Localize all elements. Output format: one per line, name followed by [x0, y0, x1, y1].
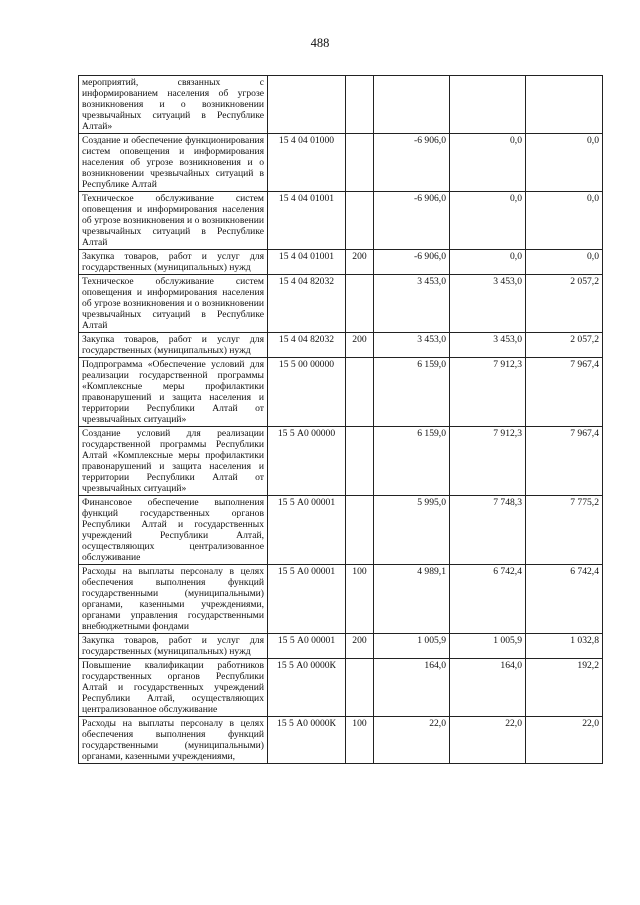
amount-cell-1: 6 159,0	[374, 427, 450, 496]
amount-cell-3: 6 742,4	[526, 565, 603, 634]
target-code-cell: 15 5 00 00000	[268, 358, 346, 427]
table-row	[79, 427, 603, 496]
amount-cell-2: 3 453,0	[450, 275, 526, 333]
description-cell: Закупка товаров, работ и услуг для государственных (муниципальных) нужд	[79, 250, 268, 275]
table-row	[79, 134, 603, 192]
description-cell: Создание и обеспечение функционирования систем оповещения и информирования населения об угрозе возникновения и о возникновении чрезвычайных ситуаций в Республике Алтай	[79, 134, 268, 192]
amount-cell-2: 0,0	[450, 250, 526, 275]
description-cell: мероприятий, связанных с информированием населения об угрозе возникновения и о возникновении чрезвычайных ситуаций в Республике Алтай»	[79, 76, 268, 134]
target-code-cell: 15 5 А0 00000	[268, 427, 346, 496]
amount-cell-2: 3 453,0	[450, 333, 526, 358]
description-cell: Финансовое обеспечение выполнения функций государственных органов Республики Алтай и государственных учреждений Республики Алтай, осуществляющих централизованное обслуживание	[79, 496, 268, 565]
amount-cell-2: 7 912,3	[450, 358, 526, 427]
amount-cell-3: 22,0	[526, 717, 603, 764]
amount-cell-3: 0,0	[526, 192, 603, 250]
description-cell: Повышение квалификации работников государственных органов Республики Алтай и государственных учреждений Республики Алтай, осуществляющих централизованное обслуживание	[79, 659, 268, 717]
amount-cell-2: 7 912,3	[450, 427, 526, 496]
target-code-cell: 15 4 04 01001	[268, 192, 346, 250]
table-row	[79, 76, 603, 134]
table-row	[79, 358, 603, 427]
expense-type-cell	[346, 496, 374, 565]
amount-cell-3: 7 967,4	[526, 427, 603, 496]
amount-cell-2: 7 748,3	[450, 496, 526, 565]
amount-cell-3: 0,0	[526, 134, 603, 192]
description-cell: Подпрограмма «Обеспечение условий для реализации государственной программы «Комплексные меры профилактики правонарушений и защита населения и территории Республики Алтай от чрезвычайных ситуаций»	[79, 358, 268, 427]
amount-cell-1: 5 995,0	[374, 496, 450, 565]
amount-cell-1: 3 453,0	[374, 333, 450, 358]
description-cell: Расходы на выплаты персоналу в целях обеспечения выполнения функций государственными (муниципальными) органами, казенными учреждениями, органами управления государственными внебюджетными фондами	[79, 565, 268, 634]
table-row	[79, 192, 603, 250]
target-code-cell: 15 4 04 82032	[268, 275, 346, 333]
table-row	[79, 634, 603, 659]
amount-cell-1: 4 989,1	[374, 565, 450, 634]
amount-cell-1: -6 906,0	[374, 134, 450, 192]
budget-table	[78, 75, 603, 764]
amount-cell-3: 7 967,4	[526, 358, 603, 427]
target-code-cell: 15 4 04 82032	[268, 333, 346, 358]
description-cell: Закупка товаров, работ и услуг для государственных (муниципальных) нужд	[79, 333, 268, 358]
table-row	[79, 717, 603, 764]
amount-cell-3: 0,0	[526, 250, 603, 275]
description-cell: Создание условий для реализации государственной программы Республики Алтай «Комплексные меры профилактики правонарушений и защита населения и территории Республики Алтай от чрезвычайных ситуаций»	[79, 427, 268, 496]
expense-type-cell: 200	[346, 634, 374, 659]
expense-type-cell	[346, 659, 374, 717]
target-code-cell: 15 5 А0 0000К	[268, 659, 346, 717]
amount-cell-3: 192,2	[526, 659, 603, 717]
target-code-cell: 15 5 А0 00001	[268, 496, 346, 565]
expense-type-cell: 200	[346, 250, 374, 275]
amount-cell-2: 164,0	[450, 659, 526, 717]
expense-type-cell	[346, 76, 374, 134]
expense-type-cell	[346, 358, 374, 427]
amount-cell-2: 22,0	[450, 717, 526, 764]
target-code-cell: 15 5 А0 0000К	[268, 717, 346, 764]
amount-cell-1	[374, 76, 450, 134]
expense-type-cell	[346, 192, 374, 250]
target-code-cell: 15 5 А0 00001	[268, 634, 346, 659]
amount-cell-3: 7 775,2	[526, 496, 603, 565]
amount-cell-3: 1 032,8	[526, 634, 603, 659]
amount-cell-2: 0,0	[450, 134, 526, 192]
target-code-cell: 15 5 А0 00001	[268, 565, 346, 634]
page-number: 488	[310, 36, 330, 50]
target-code-cell: 15 4 04 01000	[268, 134, 346, 192]
amount-cell-3	[526, 76, 603, 134]
amount-cell-1: 3 453,0	[374, 275, 450, 333]
amount-cell-1: -6 906,0	[374, 250, 450, 275]
expense-type-cell	[346, 134, 374, 192]
amount-cell-2: 6 742,4	[450, 565, 526, 634]
amount-cell-1: 22,0	[374, 717, 450, 764]
amount-cell-2: 0,0	[450, 192, 526, 250]
table-row	[79, 333, 603, 358]
amount-cell-3: 2 057,2	[526, 333, 603, 358]
amount-cell-1: 1 005,9	[374, 634, 450, 659]
expense-type-cell	[346, 427, 374, 496]
table-row	[79, 659, 603, 717]
description-cell: Техническое обслуживание систем оповещения и информирования населения об угрозе возникновения и о возникновении чрезвычайных ситуаций в Республике Алтай	[79, 275, 268, 333]
budget-table-body	[79, 76, 603, 764]
expense-type-cell: 100	[346, 717, 374, 764]
amount-cell-1: -6 906,0	[374, 192, 450, 250]
expense-type-cell: 200	[346, 333, 374, 358]
target-code-cell	[268, 76, 346, 134]
description-cell: Расходы на выплаты персоналу в целях обеспечения выполнения функций государственными (муниципальными) органами, казенными учреждениями,	[79, 717, 268, 764]
expense-type-cell: 100	[346, 565, 374, 634]
amount-cell-2: 1 005,9	[450, 634, 526, 659]
description-cell: Закупка товаров, работ и услуг для государственных (муниципальных) нужд	[79, 634, 268, 659]
table-row	[79, 250, 603, 275]
table-row	[79, 496, 603, 565]
amount-cell-1: 164,0	[374, 659, 450, 717]
amount-cell-1: 6 159,0	[374, 358, 450, 427]
table-row	[79, 565, 603, 634]
target-code-cell: 15 4 04 01001	[268, 250, 346, 275]
table-row	[79, 275, 603, 333]
expense-type-cell	[346, 275, 374, 333]
amount-cell-2	[450, 76, 526, 134]
amount-cell-3: 2 057,2	[526, 275, 603, 333]
description-cell: Техническое обслуживание систем оповещения и информирования населения об угрозе возникновения и о возникновении чрезвычайных ситуаций в Республике Алтай	[79, 192, 268, 250]
